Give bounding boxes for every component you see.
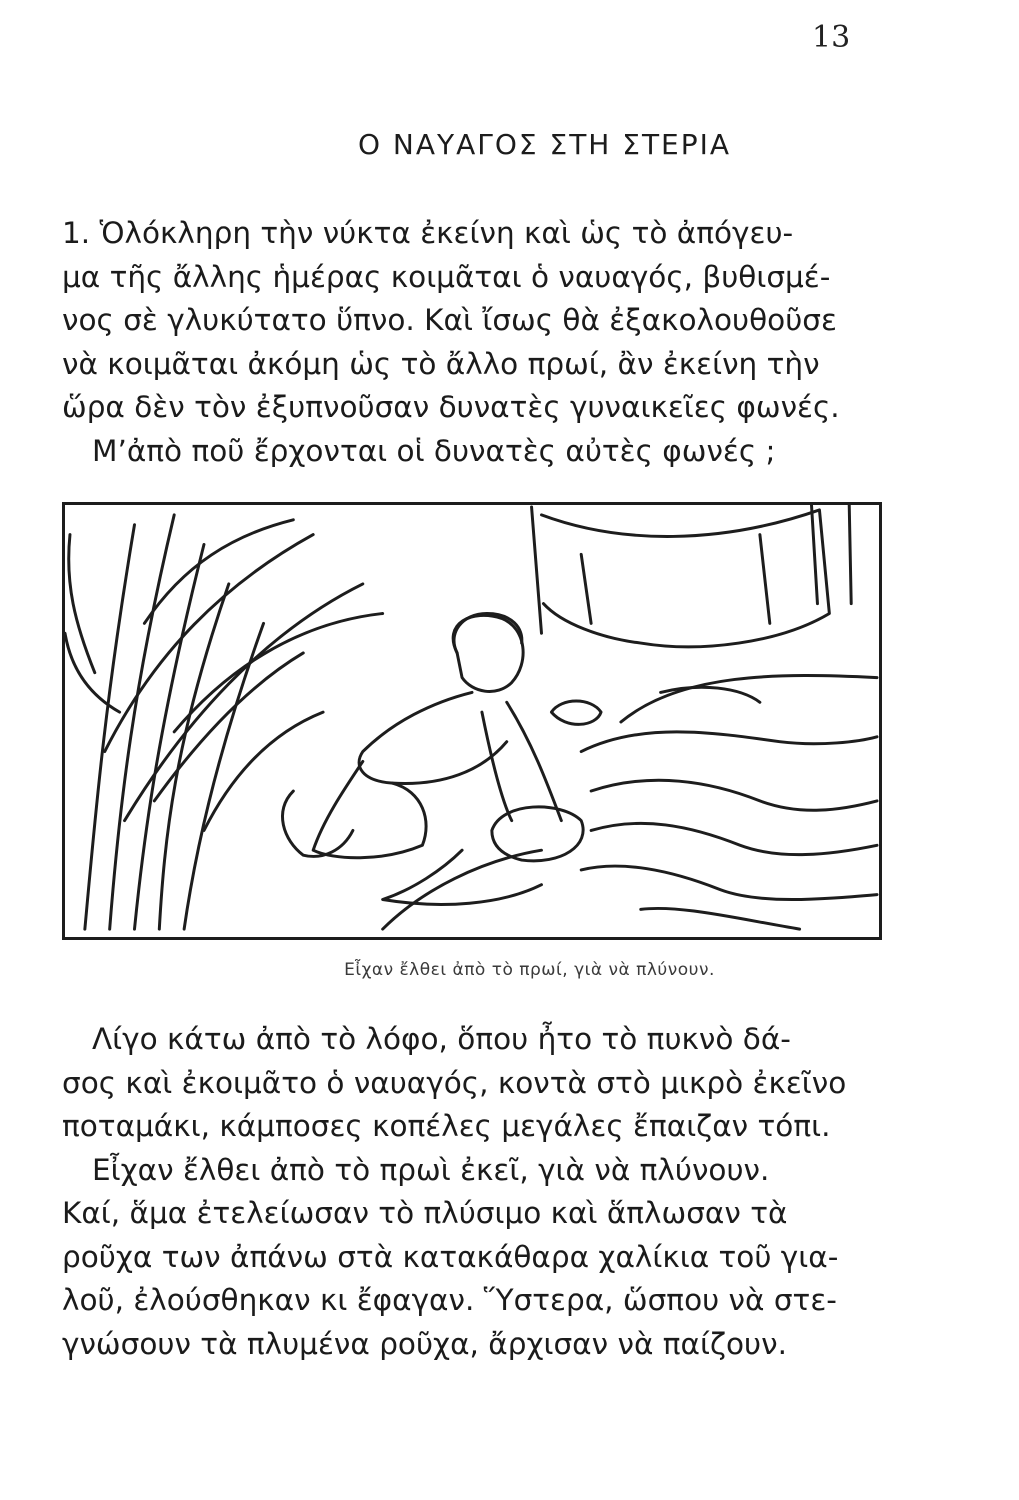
reed-leaf bbox=[144, 520, 293, 624]
rock bbox=[661, 687, 760, 702]
paragraph-line: ὥρα δὲν τὸν ἐξυπνοῦσαν δυνατὲς γυναικεῖες φωνές. bbox=[62, 390, 840, 424]
pole bbox=[849, 505, 851, 604]
reed-leaf bbox=[204, 712, 323, 830]
illustration-drawing bbox=[65, 505, 879, 937]
woman-hair bbox=[454, 613, 522, 652]
woman-head bbox=[453, 615, 523, 691]
reed-stalk bbox=[184, 623, 263, 929]
page-number: 13 bbox=[812, 20, 851, 55]
paragraph-line: γνώσουν τὰ πλυμένα ροῦχα, ἄρχισαν νὰ παίζουν. bbox=[62, 1326, 787, 1361]
woman-arm bbox=[507, 702, 562, 820]
paragraph-line: Μ’ἀπὸ ποῦ ἔρχονται οἱ δυνατὲς αὐτὲς φωνές ; bbox=[92, 433, 776, 468]
hanging-cloth-fold bbox=[581, 554, 591, 623]
water-ripple bbox=[591, 780, 877, 810]
paragraph-line: ποταμάκι, κάμποσες κοπέλες μεγάλες ἔπαιζαν τόπι. bbox=[62, 1109, 831, 1143]
reed-stalk bbox=[85, 525, 135, 929]
paragraph-line: σος καὶ ἐκοιμᾶτο ὁ ναυαγός, κοντὰ στὸ μικρὸ ἐκεῖνο bbox=[62, 1065, 847, 1100]
reed-leaf bbox=[69, 535, 95, 673]
paragraph-line: νος σὲ γλυκύτατο ὕπνο. Καὶ ἴσως θὰ ἐξακολουθοῦσε bbox=[62, 303, 837, 337]
water-ripple bbox=[591, 823, 877, 854]
reed-leaf bbox=[125, 584, 363, 821]
chapter-title: Ο ΝΑΥΑΓΟΣ ΣΤΗ ΣΤΕΡΙΑ bbox=[357, 128, 732, 161]
washerwoman-illustration bbox=[62, 502, 882, 940]
paragraph-line: 1. Ὁλόκληρη τὴν νύκτα ἐκείνη καὶ ὡς τὸ ἀπόγευ- bbox=[62, 216, 794, 250]
reed-leaf bbox=[174, 613, 382, 731]
illustration-caption: Εἶχαν ἔλθει ἀπὸ τὸ πρωί, γιὰ νὰ πλύνουν. bbox=[344, 960, 715, 980]
hanging-cloth-fold bbox=[760, 535, 770, 624]
water-ripple bbox=[641, 908, 800, 929]
woman-legs bbox=[282, 791, 352, 856]
paragraph-line: Λίγο κάτω ἀπὸ τὸ λόφο, ὅπου ἦτο τὸ πυκνὸ δά- bbox=[92, 1022, 791, 1056]
floating-cloth bbox=[551, 701, 601, 724]
paragraph-line: νὰ κοιμᾶται ἀκόμη ὡς τὸ ἄλλο πρωί, ἂν ἐκείνη τὴν bbox=[62, 346, 820, 381]
paragraph-line: μα τῆς ἄλλης ἡμέρας κοιμᾶται ὁ ναυαγός, βυθισμέ- bbox=[62, 259, 831, 294]
paragraph-line: Καί, ἅμα ἐτελείωσαν τὸ πλύσιμο καὶ ἅπλωσαν τὰ bbox=[62, 1196, 788, 1230]
water-ripple bbox=[581, 732, 877, 752]
pole bbox=[811, 505, 817, 604]
washing-stone bbox=[492, 807, 583, 861]
paragraph-1 bbox=[62, 212, 892, 473]
water-ripple bbox=[581, 866, 877, 899]
paragraph-line: ροῦχα των ἀπάνω στὰ κατακάθαρα χαλίκια τοῦ για- bbox=[62, 1239, 839, 1274]
paragraph-line: λοῦ, ἐλούσθηκαν κι ἔφαγαν. Ὕστερα, ὥσπου νὰ στε- bbox=[62, 1283, 837, 1317]
paragraph-2 bbox=[62, 1018, 892, 1366]
water-ripple bbox=[621, 676, 877, 722]
clothes-line bbox=[532, 507, 542, 633]
woman-arm bbox=[482, 712, 512, 820]
paragraph-line: Εἶχαν ἔλθει ἀπὸ τὸ πρωὶ ἐκεῖ, γιὰ νὰ πλύνουν. bbox=[92, 1152, 770, 1187]
woman-torso bbox=[359, 692, 507, 783]
